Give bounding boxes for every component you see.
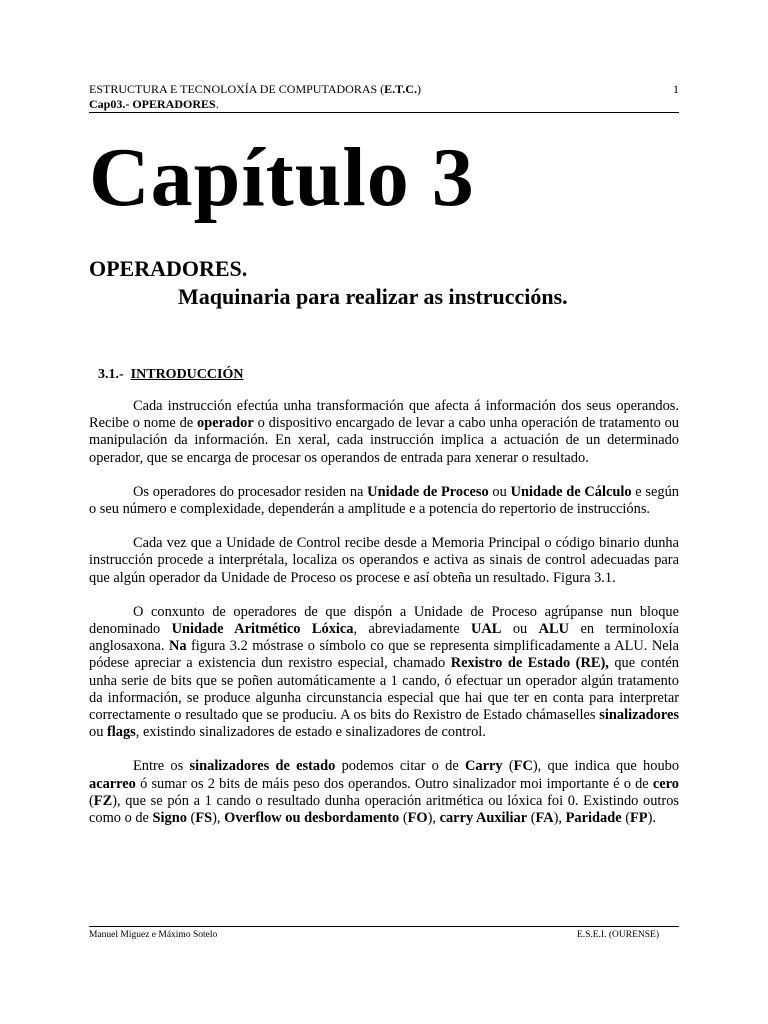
section-heading (98, 366, 243, 384)
paragraph-2: Os operadores do procesador residen na Unidade de Proceso ou Unidade de Cálculo e según o seu número e complexidade, dependerán a amplitude e a potencia do repertorio de instruccións. (89, 483, 679, 518)
footer-institution: E.S.E.I. (OURENSE) (576, 930, 659, 940)
section-number: 3.1.- (98, 367, 124, 382)
paragraph-1: Cada instrucción efectúa unha transformación que afecta á información dos seus operandos. Recibe o nome de operador o dispositivo encargado de levar a cabo unha operación de tratamento ou manipulación da información. En xeral, cada instrucción implica a actuación de un determinado operador, que se encarga de procesar os operandos de entrada para xenerar o resultado. (89, 398, 679, 466)
footer-rule (89, 926, 679, 927)
page-number: 1 (673, 82, 679, 96)
paragraph-4: O conxunto de operadores de que dispón a Unidade de Proceso agrúpanse nun bloque denominado Unidade Aritmético Lóxica, abreviadamente UAL ou ALU en terminoloxía anglosaxona. Na figura 3.2 móstrase o símbolo co que se representa simplificadamente a ALU. Nela pódese apreciar a existencia dun rexistro especial, chamado Rexistro de Estado (RE), que contén unha serie de bits que se poñen automáticamente a 1 cando, ó efectuar un operador algún tratamento da información, se produce algunha circunstancia especial que hai que ter en conta para interpretar correctamente o resultado que se produciu. A os bits do Rexistro de Estado chámaselles sinalizadores ou flags, existindo sinalizadores de estado e sinalizadores de control. (89, 603, 679, 741)
paragraph-3: Cada vez que a Unidade de Control recibe desde a Memoria Principal o código binario dunha instrucción procede a interprétala, localiza os operandos e activa as sinais de control adecuadas para que algún operador da Unidade de Proceso os procese e así obteña un resultado. Figura 3.1. (89, 535, 679, 586)
chapter-title: Capítulo 3 (89, 131, 475, 224)
body-text (89, 398, 679, 844)
footer-authors: Manuel Míguez e Máximo Sotelo (89, 930, 218, 940)
course-title: ESTRUCTURA E TECNOLOXÍA DE COMPUTADORAS (E.T.C.) (89, 82, 421, 96)
header-rule (89, 112, 679, 113)
paragraph-5: Entre os sinalizadores de estado podemos citar o de Carry (FC), que indica que houbo acarreo ó sumar os 2 bits de máis peso dos operandos. Outro sinalizador moi importante é o de cero (FZ), que se pón a 1 cando o resultado dunha operación aritmética ou lóxica foi 0. Existindo outros como o de Signo (FS), Overflow ou desbordamento (FO), carry Auxiliar (FA), Paridade (FP). (89, 758, 680, 827)
section-title: INTRODUCCIÓN (130, 367, 244, 382)
chapter-reference: Cap03.- OPERADORES. (89, 97, 219, 111)
running-header (89, 82, 679, 112)
running-footer (89, 929, 659, 941)
chapter-subtitle-tagline: Maquinaria para realizar as instruccións. (178, 284, 568, 309)
chapter-subtitle: OPERADORES. (89, 256, 248, 281)
